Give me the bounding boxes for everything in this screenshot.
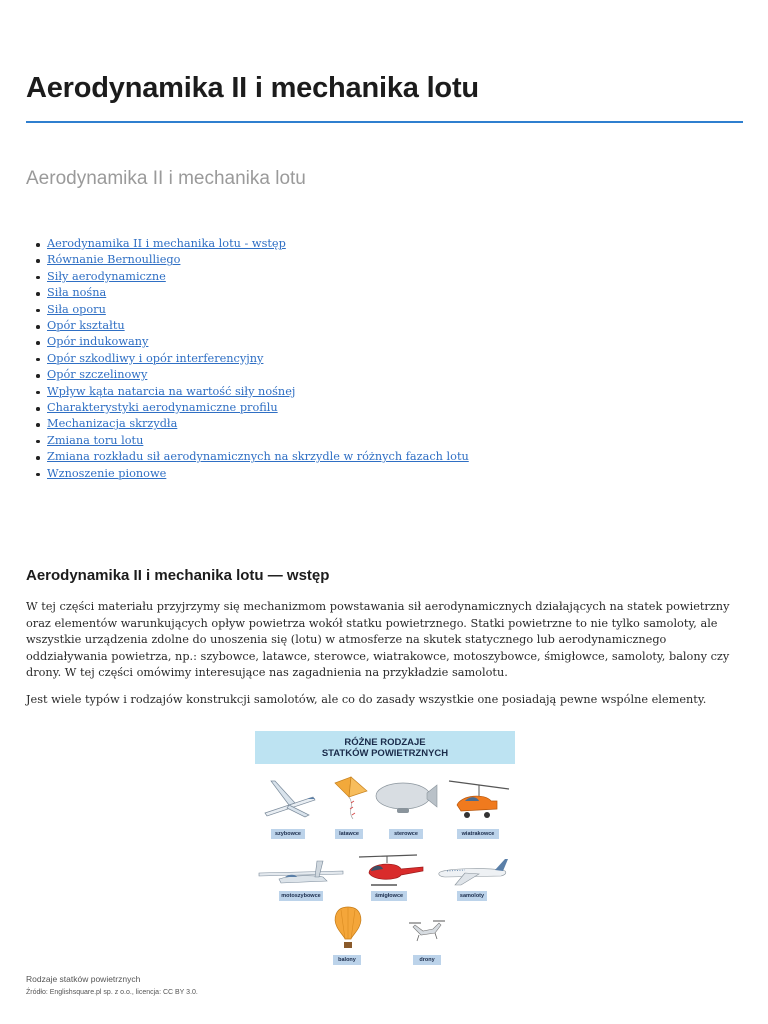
figure-header <box>255 731 515 764</box>
toc-item <box>47 269 469 285</box>
toc-link-vertical-climb[interactable]: Wznoszenie pionowe <box>47 466 167 480</box>
label-balloon: balony <box>333 955 361 965</box>
figure-caption: Rodzaje statków powietrznych <box>26 974 141 984</box>
toc-link-gap-drag[interactable]: Opór szczelinowy <box>47 368 148 382</box>
label-drone: drony <box>413 955 441 965</box>
label-gyrocopter: wiatrakowce <box>457 829 499 839</box>
kite-icon <box>327 773 373 825</box>
toc-item <box>47 236 469 252</box>
toc-item <box>47 285 469 301</box>
section-heading: Aerodynamika II i mechanika lotu <box>26 168 306 189</box>
toc-item <box>47 416 469 432</box>
toc-link-profile-characteristics[interactable]: Charakterystyki aerodynamiczne profilu <box>47 401 278 415</box>
toc-item <box>47 384 469 400</box>
helicopter-icon <box>357 851 427 891</box>
toc-link-force-distribution[interactable]: Zmiana rozkładu sił aerodynamicznych na skrzydle w różnych fazach lotu <box>47 450 469 464</box>
intro-paragraph: Jest wiele typów i rodzajów konstrukcji samolotów, ale co do zasady wszystkie one posiadają pewne wspólne elementy. <box>26 693 707 706</box>
toc-item <box>47 318 469 334</box>
figure-title: RÓŻNE RODZAJE <box>344 737 426 748</box>
gyrocopter-icon <box>445 775 511 823</box>
toc-item <box>47 449 469 465</box>
toc-item <box>47 351 469 367</box>
toc-link-lift[interactable]: Siła nośna <box>47 286 107 300</box>
airship-icon <box>373 779 441 819</box>
toc-link-drag[interactable]: Siła oporu <box>47 302 106 316</box>
toc-item <box>47 334 469 350</box>
toc-item <box>47 252 469 268</box>
figure-title: STATKÓW POWIETRZNYCH <box>321 748 449 759</box>
toc-link-form-drag[interactable]: Opór kształtu <box>47 319 125 333</box>
toc-link-intro[interactable]: Aerodynamika II i mechanika lotu - wstęp <box>47 237 286 250</box>
toc-link-aero-forces[interactable]: Siły aerodynamiczne <box>47 269 166 283</box>
toc-link-bernoulli[interactable]: Równanie Bernoulliego <box>47 253 181 267</box>
toc-item <box>47 302 469 318</box>
toc-link-angle-of-attack[interactable]: Wpływ kąta natarcia na wartość siły nośnej <box>47 384 296 398</box>
label-helicopter: śmigłowce <box>371 891 407 901</box>
balloon-icon <box>331 905 365 951</box>
page-title: Aerodynamika II i mechanika lotu <box>26 72 479 104</box>
label-kite: latawce <box>335 829 363 839</box>
toc-link-flight-path[interactable]: Zmiana toru lotu <box>47 433 144 447</box>
drone-icon <box>405 917 449 945</box>
toc-item <box>47 466 469 482</box>
label-airplane: samoloty <box>457 891 487 901</box>
table-of-contents <box>47 236 469 482</box>
toc-item <box>47 400 469 416</box>
label-airship: sterowce <box>389 829 423 839</box>
intro-paragraph: W tej części materiału przyjrzymy się mechanizmom powstawania sił aerodynamicznych działających na statek powietrzny oraz elementów warunkujących opływ powietrza wokół statku powietrznego. Statki powietrzne to nie tylko samoloty, ale wszystkie urządzenia zdolne do unoszenia się (lotu) w atmosferze na skutek statycznego lub aerodynamicznego oddziaływania powietrza, np.: szybowce, latawce, sterowce, wiatrakowce, motoszybowce, śmigłowce, samoloty, balony czy drony. W tej części omówimy interesujące nas zagadnienia na przykładzie samolotu. <box>26 600 730 680</box>
figure-credit: Źródło: Englishsquare.pl sp. z o.o., licencja: CC BY 3.0. <box>26 989 198 996</box>
airplane-icon <box>435 855 511 891</box>
toc-item <box>47 433 469 449</box>
toc-link-parasitic-drag[interactable]: Opór szkodliwy i opór interferencyjny <box>47 351 264 365</box>
intro-heading: Aerodynamika II i mechanika lotu — wstęp <box>26 567 330 584</box>
title-divider <box>26 121 743 123</box>
glider-icon <box>259 775 319 821</box>
toc-link-wing-mechanization[interactable]: Mechanizacja skrzydła <box>47 417 178 431</box>
aircraft-types-figure <box>255 731 515 970</box>
motorglider-icon <box>257 857 345 891</box>
label-glider: szybowce <box>271 829 305 839</box>
toc-link-induced-drag[interactable]: Opór indukowany <box>47 335 149 349</box>
toc-item <box>47 367 469 383</box>
label-motorglider: motoszybowce <box>279 891 323 901</box>
